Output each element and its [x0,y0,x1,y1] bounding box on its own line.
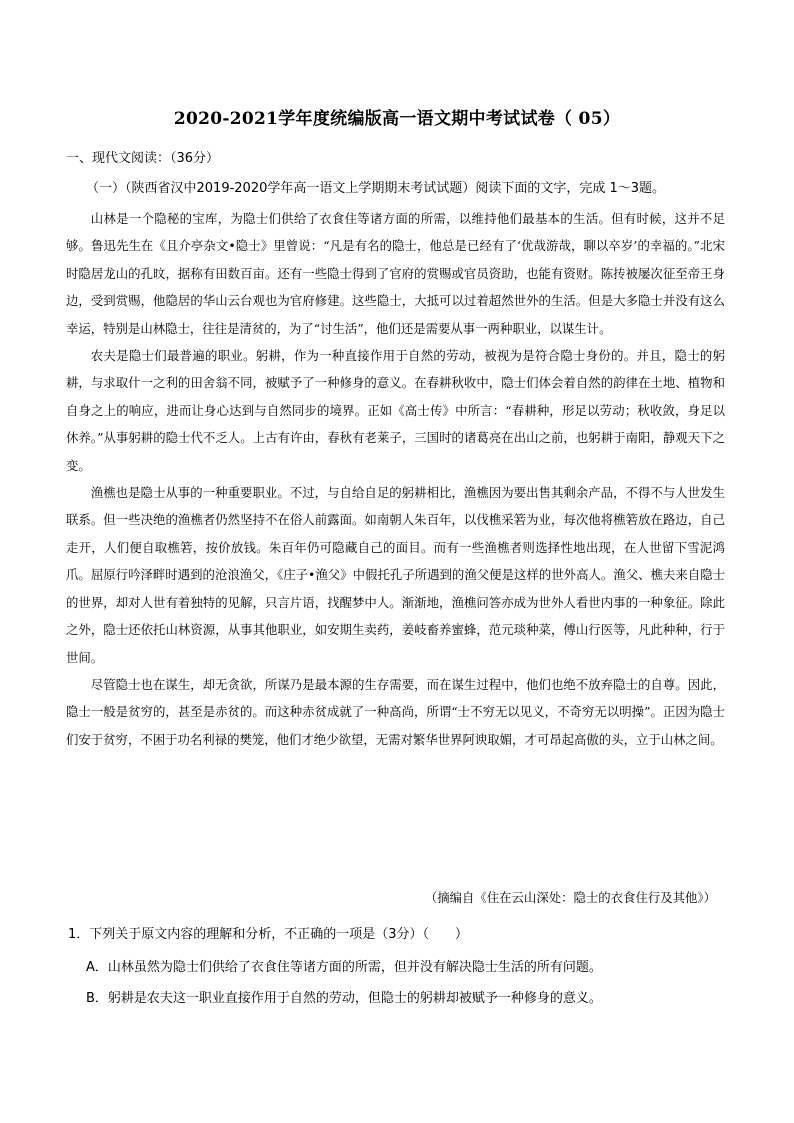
exam-title: 2020-2021学年度统编版高一语文期中考试试卷（ 05） [173,109,621,129]
sub-section-heading: （一）（陕西省汉中2019-2020学年高一语文上学期期末考试试题）阅读下面的文字，完成 1～3题。 [86,181,666,196]
passage-paragraph-3: 渔樵也是隐士从事的一种重要职业。不过，与自给自足的躬耕相比，渔樵因为要出售其剩余产品，不得不与人世发生联系。但一些决绝的渔樵者仍然坚持不在俗人前露面。如南朝人朱百年，以伐樵采箬为业，每次他将樵箬放在路边，自己走开，人们便自取樵箬，按价放钱。朱百年仍可隐藏自己的面目。而有一些渔樵者则选择性地出现，在人世留下雪泥鸿爪。屈原行吟泽畔时遇到的沧浪渔父，《庄子•渔父》中假托孔子所遇到的渔父便是这样的世外高人。渔父、樵夫来自隐士的世界，却对人世有着独特的见解，只言片语，找醒梦中人。渐渐地，渔樵问答亦成为世外人看世内事的一种象征。除此之外，隐士还依托山林资源，从事其他职业，如安期生卖药，姜岐畜养蜜蜂，范元琰种菜，傅山行医等，凡此种种，行于世间。 [66,485,725,665]
question-1-option-a: A．山林虽然为隐士们供给了衣食住等诸方面的所需，但并没有解决隐士生活的所有问题。 [86,960,602,975]
reading-passage [66,205,725,753]
passage-source: （摘编自《住在云山深处：隐士的衣食住行及其他》） [424,890,716,905]
question-1-stem: 1．下列关于原文内容的理解和分析，不正确的一项是（3分）（ ） [68,927,469,942]
passage-paragraph-2: 农夫是隐士们最普遍的职业。躬耕，作为一种直接作用于自然的劳动，被视为是符合隐士身份的。并且，隐士的躬耕，与求取什一之利的田舍翁不同，被赋予了一种修身的意义。在春耕秋收中，隐士们体会着自然的韵律在土地、植物和自身之上的响应，进而让身心达到与自然同步的境界。正如《高士传》中所言：“春耕种，形足以劳动；秋收敛，身足以休养。”从事躬耕的隐士代不乏人。上古有许由，春秋有老莱子，三国时的诸葛亮在出山之前，也躬耕于南阳，静观天下之变。 [66,348,725,473]
passage-paragraph-4: 尽管隐士也在谋生，却无贪欲，所谋乃是最本源的生存需要，而在谋生过程中，他们也绝不放弃隐士的自尊。因此，隐士一般是贫穷的，甚至是赤贫的。而这种赤贫成就了一种高尚，所谓“士不穷无以见义，不奇穷无以明操”。正因为隐士们安于贫穷，不困于功名利禄的樊笼，他们才绝少欲望，无需对繁华世界阿谀取媚，才可昂起高傲的头，立于山林之间。 [66,676,725,747]
question-1-option-b: B．躬耕是农夫这一职业直接作用于自然的劳动，但隐士的躬耕却被赋予一种修身的意义。 [86,991,602,1006]
passage-paragraph-1: 山林是一个隐秘的宝库，为隐士们供给了衣食住等诸方面的所需，以维持他们最基本的生活。但有时候，这并不足够。鲁迅先生在《且介亭杂文•隐士》里曾说：“凡是有名的隐士，他总是已经有了‘优哉游哉，聊以卒岁’的幸福的。”北宋时隐居龙山的孔旼，据称有田数百亩。还有一些隐士得到了官府的赏赐或官员资助，也能有资财。陈抟被屡次征至帝王身边，受到赏赐，他隐居的华山云台观也为官府修建。这些隐士，大抵可以过着超然世外的生活。但是大多隐士并没有这么幸运，特别是山林隐士，往往是清贫的，为了“讨生活”，他们还是需要从事一两种职业，以谋生计。 [66,211,725,336]
section-heading: 一、现代文阅读：（36分） [66,151,220,166]
